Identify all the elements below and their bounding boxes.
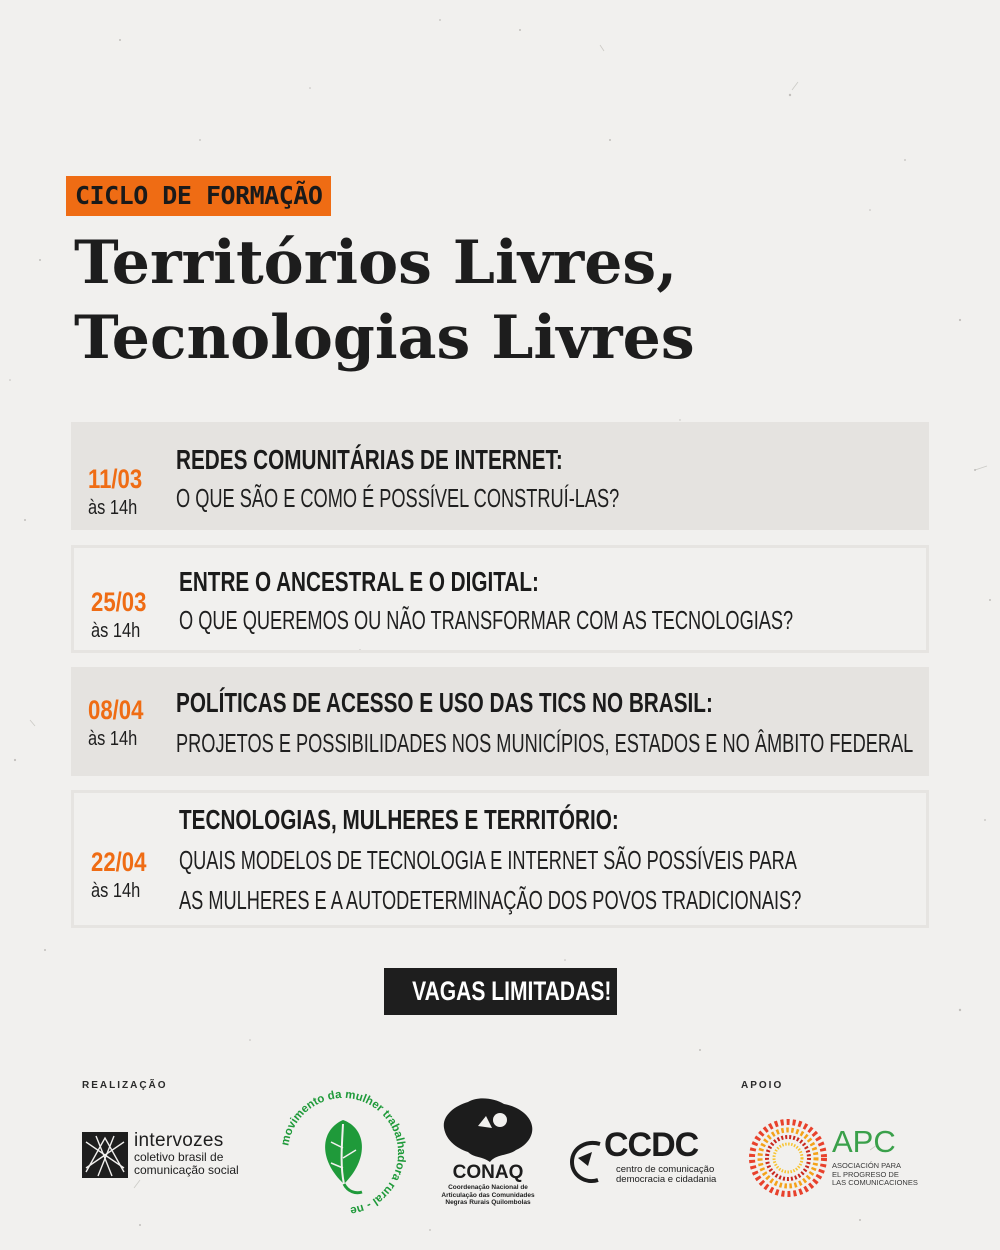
page-title: [74, 226, 695, 376]
conaq-name: CONAQ: [452, 1162, 524, 1183]
session-date: 08/04: [88, 695, 144, 725]
intervozes-line2: comunicação social: [134, 1163, 239, 1177]
apc-logo: [748, 1118, 923, 1198]
limited-spots-banner: [384, 968, 617, 1015]
ccdc-line2: democracia e cidadania: [616, 1174, 717, 1185]
session-time: às 14h: [91, 880, 141, 902]
conaq-map-icon: [438, 1096, 538, 1164]
mmtr-logo: [278, 1088, 408, 1218]
session-subtitle: QUAIS MODELOS DE TECNOLOGIA E INTERNET SÃO POSSÍVEIS PARA: [179, 845, 797, 875]
intervozes-mark-icon: [82, 1132, 128, 1178]
session-title: ENTRE O ANCESTRAL E O DIGITAL:: [179, 566, 539, 597]
conaq-logo: [438, 1096, 538, 1216]
session-title: POLÍTICAS DE ACESSO E USO DAS TICS NO BRASIL:: [176, 687, 713, 718]
session-subtitle: AS MULHERES E A AUTODETERMINAÇÃO DOS POVOS TRADICIONAIS?: [179, 885, 802, 915]
apoio-label: APOIO: [741, 1080, 784, 1091]
conaq-line2: Articulação das Comunidades: [441, 1191, 535, 1199]
session-time: às 14h: [91, 620, 141, 642]
limited-spots-label: VAGAS LIMITADAS!: [412, 976, 612, 1006]
realizacao-label: REALIZAÇÃO: [82, 1080, 168, 1091]
session-time: às 14h: [88, 497, 138, 519]
session-card: [71, 545, 929, 653]
session-card: [71, 422, 929, 530]
cycle-tag: CICLO DE FORMAÇÃO: [66, 176, 331, 216]
session-card: [71, 667, 929, 776]
session-card: [71, 790, 929, 928]
apc-name: APC: [832, 1124, 896, 1159]
session-time: às 14h: [88, 728, 138, 750]
session-date: 25/03: [91, 587, 147, 617]
conaq-line1: Coordenação Nacional de: [448, 1184, 528, 1191]
mmtr-ring-text: movimento da mulher trabalhadora rural - ne: [279, 1088, 408, 1217]
conaq-description: [432, 1184, 544, 1207]
ccdc-swirl-icon: [568, 1134, 606, 1188]
session-subtitle: O QUE QUEREMOS OU NÃO TRANSFORMAR COM AS TECNOLOGIAS?: [179, 605, 794, 635]
ccdc-name: CCDC: [604, 1126, 699, 1164]
session-date: 11/03: [88, 464, 143, 494]
session-title: REDES COMUNITÁRIAS DE INTERNET:: [176, 444, 563, 475]
apc-line3: LAS COMUNICACIONES: [832, 1178, 918, 1187]
ccdc-line1: centro de comunicação: [616, 1164, 715, 1175]
apc-sun-icon: [748, 1118, 828, 1198]
apc-line1: ASOCIACIÓN PARA: [832, 1161, 902, 1170]
session-subtitle: O QUE SÃO E COMO É POSSÍVEL CONSTRUÍ-LAS?: [176, 483, 620, 513]
session-subtitle: PROJETOS E POSSIBILIDADES NOS MUNICÍPIOS, ESTADOS E NO ÂMBITO FEDERAL: [176, 728, 914, 758]
title-line-1: Territórios Livres,: [74, 228, 678, 298]
intervozes-name: intervozes: [134, 1130, 224, 1151]
apc-line2: EL PROGRESO DE: [832, 1169, 899, 1179]
ccdc-logo: [568, 1128, 718, 1188]
ccdc-description: [616, 1165, 716, 1185]
apc-description: [832, 1162, 918, 1188]
session-date: 22/04: [91, 847, 147, 877]
intervozes-line1: coletivo brasil de: [134, 1150, 224, 1164]
conaq-line3: Negras Rurais Quilombolas: [445, 1199, 531, 1206]
intervozes-logo: [82, 1130, 262, 1180]
mmtr-emblem-icon: [278, 1088, 408, 1218]
session-title: TECNOLOGIAS, MULHERES E TERRITÓRIO:: [179, 804, 619, 835]
title-line-2: Tecnologias Livres: [74, 303, 695, 373]
